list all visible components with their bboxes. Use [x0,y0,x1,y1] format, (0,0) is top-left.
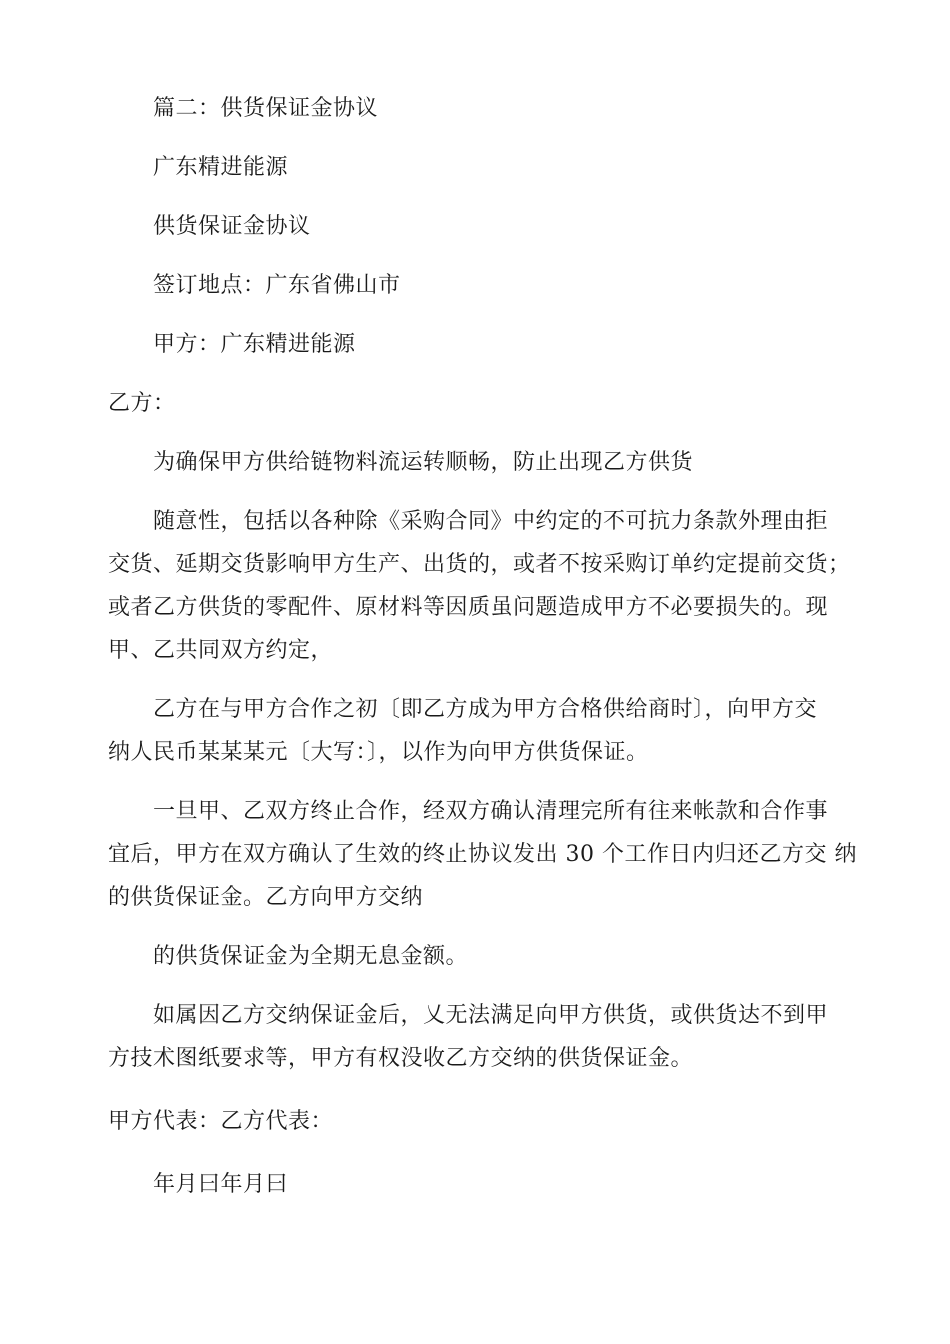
signing-place: 签订地点：广东省佛山市 [153,273,401,298]
paragraph-3-line-2: 纳人民币某某某元〔大写：〕，以作为向甲方供货保证。 [108,740,649,765]
paragraph-4-line-1: 一旦甲、乙双方终止合作，经双方确认清理完所有往来帐款和合作事 [153,799,829,824]
paragraph-4-line-3: 的供货保证金。乙方向甲方交纳 [108,885,424,910]
paragraph-6-line-1: 如属因乙方交纳保证金后，乂无法满足向甲方供货，或供货达不到甲 [153,1003,829,1028]
party-a: 甲方：广东精进能源 [153,332,356,357]
paragraph-2-line-4: 甲、乙共同双方约定， [108,638,334,663]
paragraph-2-line-3: 或者乙方供货的零配件、原材料等因质虽问题造成甲方不必要损失的。现 [108,595,829,620]
paragraph-5: 的供货保证金为全期无息金额。 [153,944,469,969]
paragraph-1: 为确保甲方供给链物料流运转顺畅，防止出现乙方供货 [153,450,694,475]
date-line: 年月曰年月曰 [153,1172,289,1197]
representatives-line: 甲方代表：乙方代表： [108,1109,334,1134]
paragraph-4-line-2: 宜后，甲方在双方确认了生效的终止协议发出 30 个工作日内归还乙方交 纳 [108,842,857,867]
paragraph-2-line-2: 交货、延期交货影响甲方生产、出货的，或者不按采购订单约定提前交货； [108,552,851,577]
paragraph-3-line-1: 乙方在与甲方合作之初〔即乙方成为甲方合格供给商时〕，向甲方交 [153,697,818,722]
company-name: 广东精进能源 [153,155,289,180]
section-heading: 篇二：供货保证金协议 [153,96,379,121]
paragraph-6-line-2: 方技术图纸要求等，甲方有权没收乙方交纳的供货保证金。 [108,1046,694,1071]
agreement-title: 供货保证金协议 [153,214,311,239]
party-b: 乙方： [108,391,176,416]
paragraph-2-line-1: 随意性，包括以各种除《采购合同》中约定的不可抗力条款外理由拒 [153,509,829,534]
